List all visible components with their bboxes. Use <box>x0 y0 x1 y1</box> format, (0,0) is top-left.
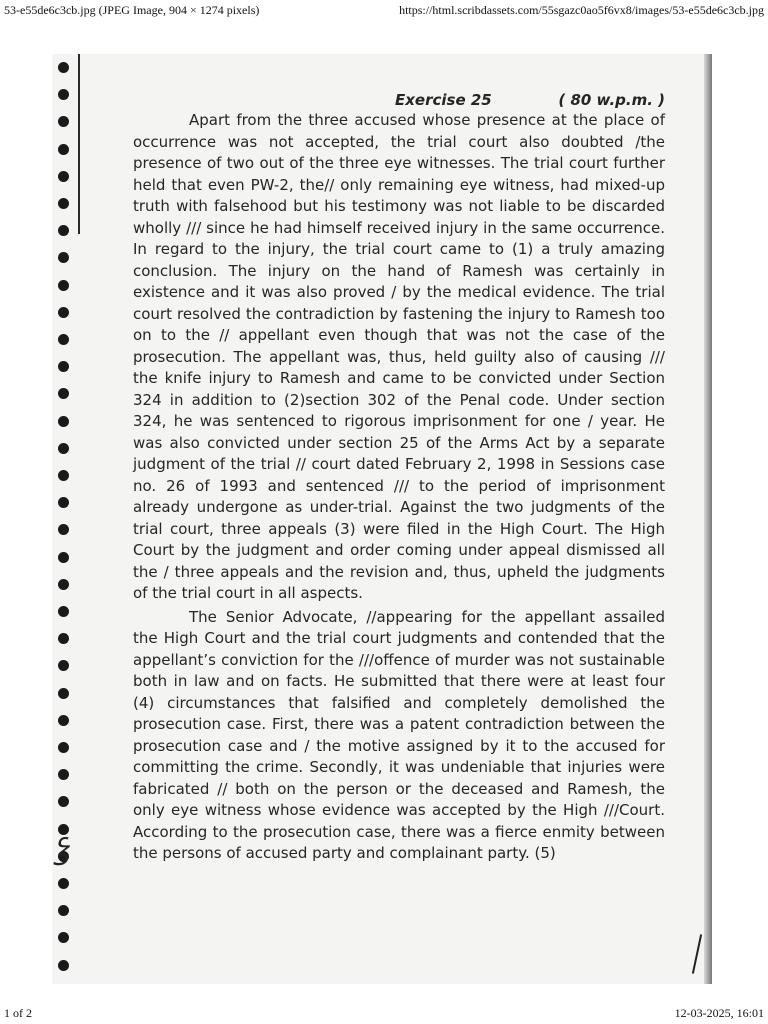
image-title: 53-e55de6c3cb.jpg (JPEG Image, 904 × 1274 pixels) <box>4 3 260 17</box>
binding-hole <box>58 171 69 182</box>
binding-hole <box>58 116 69 127</box>
binding-hole <box>58 497 69 508</box>
browser-header <box>0 0 768 22</box>
exercise-title: Exercise 25 <box>395 91 492 109</box>
binding-hole <box>58 334 69 345</box>
binding-hole <box>58 62 69 73</box>
binding-hole <box>58 252 69 263</box>
binding-hole <box>58 932 69 943</box>
scanned-page <box>52 54 712 984</box>
binding-hole <box>58 905 69 916</box>
exercise-heading <box>133 90 665 112</box>
binding-hole <box>58 443 69 454</box>
binding-hole <box>58 144 69 155</box>
binding-hole <box>58 225 69 236</box>
binding-hole <box>58 361 69 372</box>
paragraph-2: The Senior Advocate, //appearing for the appellant assailed the High Court and the trial court judgments and contended that the appellant’s conviction for the ///offence of murder was not sustainable both in law and on facts. He submitted that there were at least four (4) circumstances that falsified and completely demolished the prosecution case. First, there was a patent contradiction between the prosecution case and / the motive assigned by it to the accused for committing the crime. Secondly, it was undeniable that injuries were fabricated // both on the person or the deceased and Ramesh, the only eye witness whose evidence was accepted by the High ///Court. According to the prosecution case, there was a fierce enmity between the persons of accused party and complainant party. (5) <box>133 607 665 862</box>
binding-hole <box>58 470 69 481</box>
binding-hole <box>58 552 69 563</box>
binding-hole <box>58 307 69 318</box>
binding-hole <box>58 416 69 427</box>
paragraph-1: Apart from the three accused whose presence at the place of occurrence was not accepted, the trial court also doubted /the presence of two out of the three eye witnesses. The trial court further held that even PW-2, the// only remaining eye witness, had mixed-up truth with falsehood but his testimony was not liable to be discarded wholly /// since he had himself received injury in the same occurrence. In regard to the injury, the trial court came to (1) a truly amazing conclusion. The injury on the hand of Ramesh was certainly in existence and it was also proved / by the medical evidence. The trial court resolved the contradiction by fastening the injury to Ramesh too on to the // appellant even though that was not the case of the prosecution. The appellant was, thus, held guilty also of causing /// the knife injury to Ramesh and came to be convicted under Section 324 in addition to (2)section 302 of the Penal code. Under section 324, he was sentenced to rigorous imprisonment for one / year. He was also convicted under section 25 of the Arms Act by a separate judgment of the trial // court dated February 2, 1998 in Sessions case no. 26 of 1993 and sentenced /// to the period of imprisonment already undergone as under-trial. Against the two judgments of the trial court, three appeals (3) were filed in the High Court. The High Court by the judgment and order coming under appeal dismissed all the / three appeals and the revision and, thus, upheld the judgments of the trial court in all aspects. <box>133 111 665 602</box>
binding-hole <box>58 769 69 780</box>
pen-mark <box>692 934 702 974</box>
binding-hole <box>58 715 69 726</box>
page-edge-shadow <box>704 54 712 984</box>
binding-hole <box>58 660 69 671</box>
binding-hole <box>58 280 69 291</box>
binding-hole <box>58 524 69 535</box>
binding-hole <box>58 198 69 209</box>
print-datetime: 12-03-2025, 16:01 <box>674 1006 764 1020</box>
page-indicator: 1 of 2 <box>4 1006 32 1020</box>
binding-hole <box>58 579 69 590</box>
binding-hole <box>58 742 69 753</box>
margin-scribble: ꝣ <box>54 831 70 866</box>
image-url[interactable]: https://html.scribdassets.com/55sgazc0ao5f6vx8/images/53-e55de6c3cb.jpg <box>399 3 764 17</box>
margin-line <box>78 54 80 234</box>
binding-hole <box>58 606 69 617</box>
browser-footer <box>0 1002 768 1024</box>
binding-hole <box>58 960 69 971</box>
binding-hole <box>58 688 69 699</box>
dictation-speed: ( 80 w.p.m. ) <box>558 91 665 109</box>
document-body <box>133 90 665 865</box>
binding-hole <box>58 89 69 100</box>
binding-hole <box>58 633 69 644</box>
binding-hole <box>58 796 69 807</box>
binding-hole <box>58 878 69 889</box>
binding-hole <box>58 388 69 399</box>
